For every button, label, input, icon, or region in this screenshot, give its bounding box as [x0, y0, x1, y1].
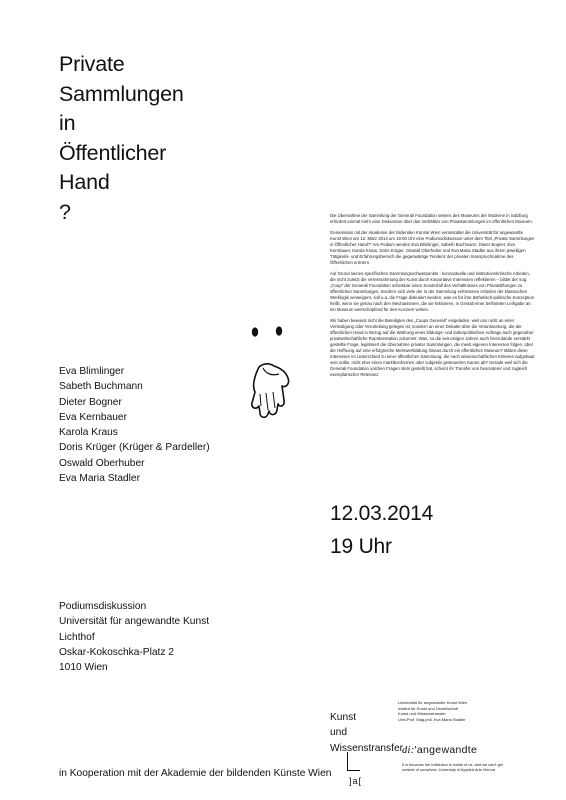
- event-datetime: [330, 497, 433, 563]
- institute-info: [398, 700, 467, 722]
- participant-list: [59, 364, 210, 486]
- slogan-line: It is because the institution is inside of us, and we can't get: [402, 762, 503, 767]
- participant-name: Eva Maria Stadler: [59, 473, 140, 485]
- logo-line: Wissenstransfer: [330, 742, 404, 754]
- venue-info: [59, 599, 209, 675]
- body-text: [330, 213, 535, 383]
- title-line: Private: [59, 52, 125, 76]
- angewandte-slogan: [402, 762, 503, 772]
- institute-line: Institut für Kunst und Gesellschaft: [398, 705, 458, 711]
- angewandte-logo-word: 'angewandte: [414, 744, 478, 756]
- institute-line: Universität für angewandte Kunst Wien: [398, 700, 468, 705]
- participant-name: Oswald Oberhuber: [59, 457, 145, 469]
- venue-institution: Universität für angewandte Kunst: [59, 616, 210, 628]
- title-line: in: [59, 111, 76, 135]
- title-line: Sammlungen: [59, 81, 184, 106]
- participant-name: Eva Blimlinger: [59, 366, 125, 377]
- academy-logo: ]a[: [349, 776, 363, 786]
- participant-name: Eva Kernbauer: [59, 411, 127, 423]
- event-date: 12.03.2014: [330, 502, 434, 525]
- academy-logo-mark: [347, 752, 360, 771]
- participant-name: Dieter Bogner: [59, 396, 122, 408]
- kunst-wissenstransfer-logo: [330, 710, 403, 756]
- body-paragraph: Die Übernahme der Sammlung der Generali Foundation seitens des Museums der Moderne in Salzburg erfordert einmal mehr eine Diskussion über das Verhältnis von Privatsammlungen im öffentlichen Museum.: [330, 213, 533, 225]
- logo-line: und: [330, 727, 347, 739]
- angewandte-logo-prefix: di:: [402, 745, 415, 756]
- institute-line: Univ.Prof. Mag.phil. Eva Maria Stadler: [398, 716, 466, 722]
- venue-room: Lichthof: [59, 631, 95, 643]
- slogan-line: outside of ourselves. University of Applied Arts Vienna: [402, 767, 495, 772]
- institute-line: Kunst und Wissenstransfer: [398, 711, 446, 717]
- title-line: Öffentlicher: [59, 140, 167, 165]
- title-line: ?: [59, 199, 71, 224]
- participant-name: Doris Krüger (Krüger & Pardeller): [59, 442, 210, 454]
- body-paragraph: Wir haben bewusst nicht die Beteiligten des „Coups Generali“ eingeladen, weil uns nicht an einer Verteidigung oder Verurteilung gelegen ist, sondern an einer Debatte über die Verantwortung, die der öffentlichen Hand in Bezug auf die Wahrung eines bildungs- und kulturpolitischen Auftrags auch gegenüber privatwirtschaftliche Repräsentation zukommt: Was, so die seit einigen Jahren auch hierzulande verstärkt gestellte Frage, legitimiert die Übernahme privater Sammlungen, die meist eigenen Interessen folgen, über die Hoffnung auf eine erfolgreiche Mehrwertbildung hinaus durch ein öffentliches Museum? Bilden diese Interessen im Unterschied zu einer öffentlichen Sammlung, die nach wissenschaftlichen Kriterien aufgebaut sein sollte, nicht eher einen marktkonformen oder subjektiv gesteuerten Kanon ab? Gerade weil sich die Generali Foundation solchen Fragen stets gestellt hat, scheint ihr Transfer von besonderer und zugleich exemplarischer Relevanz.: [330, 317, 535, 378]
- poster-title: [59, 50, 184, 227]
- angewandte-logo: [402, 744, 477, 756]
- participant-name: Karola Kraus: [59, 427, 118, 439]
- event-type: Podiumsdiskussion: [59, 601, 147, 612]
- venue-city: 1010 Wien: [59, 662, 108, 674]
- participant-name: Sabeth Buchmann: [59, 381, 143, 393]
- venue-street: Oskar-Kokoschka-Platz 2: [59, 646, 174, 658]
- cartoon-hand-illustration: [244, 322, 300, 426]
- cooperation-note: in Kooperation mit der Akademie der bildenden Künste Wien: [59, 768, 332, 779]
- title-line: Hand: [59, 170, 110, 194]
- event-time: 19 Uhr: [330, 535, 392, 558]
- body-paragraph: Auf Grund seines spezifischen Sammlungsschwerpunkts - konzeptuelle und institutionskritische Arbeiten, die nicht zuletzt die Vereinnahmung der Kunst durch korporative Interessen reflektieren – bildet der sog. „Coup“ der Generali Foundation scheinbar einen Sonderfall des Verhältnisses von Privatstiftungen zu öffentlichen Sammlungen. Insofern sich viele der in der Sammlung vertretenen Arbeiten der klassischen Werklogik verweigern, soll u.a. die Frage diskutiert werden, was es für ihre ästhetisch-politische Konzeption heißt, wenn sie genau nach den Mechanismen, die sie kritisieren, in Gestalt einer befristeten Leihgabe an ein Museum wertschöpfend für den Konzern wirken.: [330, 270, 535, 313]
- logo-line: Kunst: [330, 712, 357, 723]
- body-paragraph: Gemeinsam mit der Akademie der bildenden Künste Wien veranstaltet die Universität für angewandte Kunst Wien am 12. März 2014 um 19:00 Uhr eine Podiumsdiskussion unter dem Titel „Private Sammlungen in Öffentlicher Hand?“ Am Podium werden Eva Blimlinger, Sabeth Buchmann, Dieter Bogner, Eva Kernbauer, Karola Kraus, Doris Krüger, Oswald Oberhuber und Eva Maria Stadler aus ihrem jeweiligen Tätigkeits- und Erfahrungsbereich die gegenwärtige Tendenz der privaten Inanspruchnahme des Öffentlichen erörtern.: [330, 229, 535, 266]
